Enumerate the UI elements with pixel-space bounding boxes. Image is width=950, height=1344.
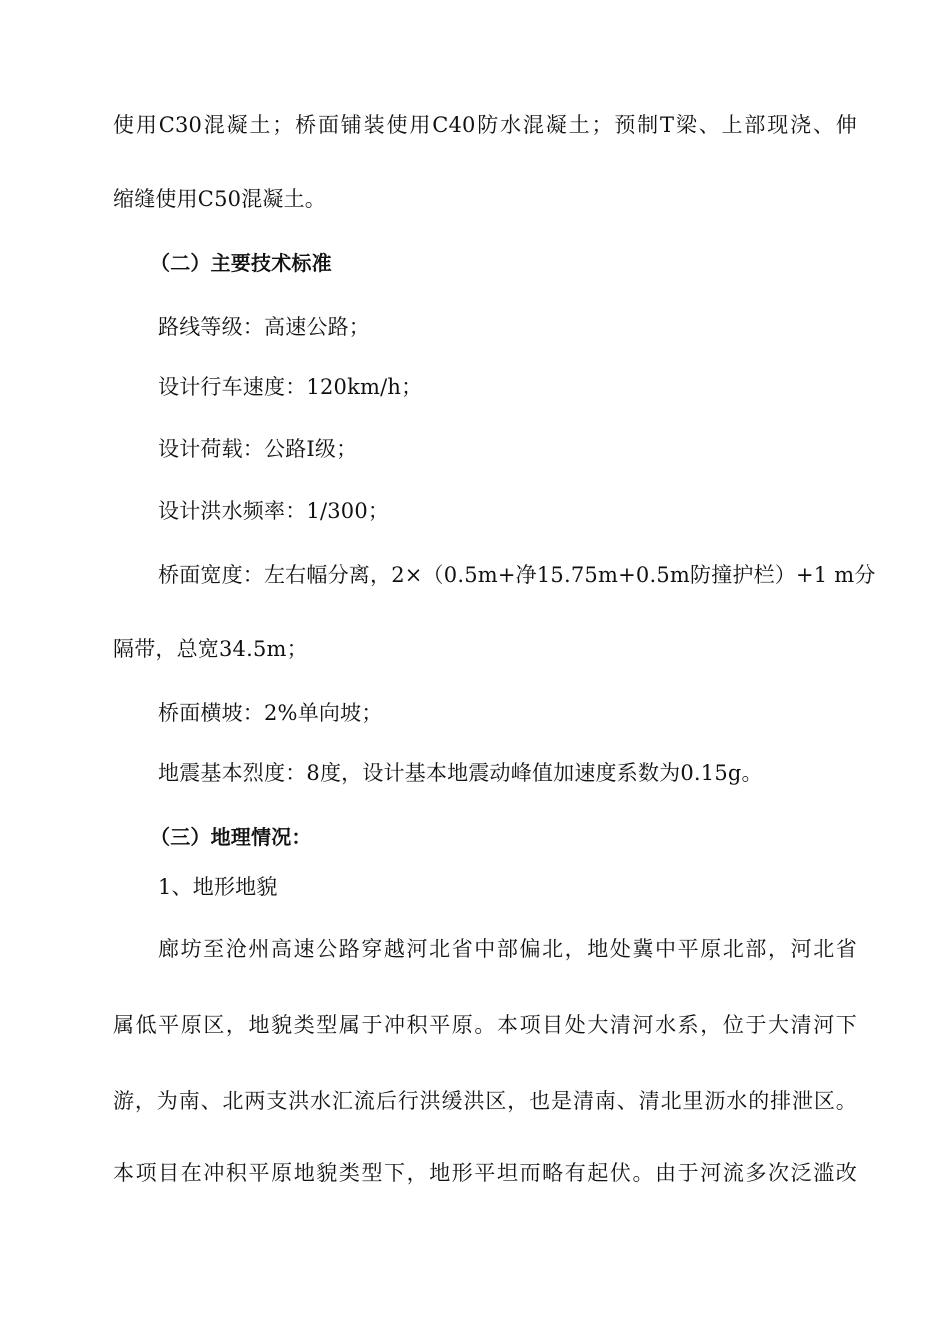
item-route-grade: 路线等级：高速公路； (158, 315, 370, 339)
item-deck-width-line-2: 隔带，总宽34.5m； (113, 637, 308, 661)
section-heading-technical-standards: （二）主要技术标准 (150, 251, 332, 275)
item-seismic: 地震基本烈度：8度，设计基本地震动峰值加速度系数为0.15g。 (158, 761, 763, 785)
paragraph-materials-line-1: 使用C30混凝土；桥面铺装使用C40防水混凝土；预制T梁、上部现浇、伸 (113, 113, 857, 137)
paragraph-geography-line-1: 廊坊至沧州高速公路穿越河北省中部偏北，地处冀中平原北部，河北省 (158, 937, 857, 961)
section-heading-geography: （三）地理情况： (150, 825, 312, 849)
item-design-load: 设计荷载：公路Ⅰ级； (158, 437, 358, 461)
item-deck-width-line-1: 桥面宽度：左右幅分离，2×（0.5m+净15.75m+0.5m防撞护栏）+1 m分 (158, 563, 876, 587)
item-cross-slope: 桥面横坡：2%单向坡； (158, 701, 383, 725)
item-flood-frequency: 设计洪水频率：1/300； (158, 499, 390, 523)
item-design-speed: 设计行车速度：120km/h； (158, 375, 423, 399)
paragraph-geography-line-2: 属低平原区，地貌类型属于冲积平原。本项目处大清河水系，位于大清河下 (113, 1013, 857, 1037)
paragraph-geography-line-3: 游，为南、北两支洪水汇流后行洪缓洪区，也是清南、清北里沥水的排泄区。 (113, 1089, 857, 1113)
paragraph-materials-line-2: 缩缝使用C50混凝土。 (113, 187, 326, 211)
paragraph-geography-line-4: 本项目在冲积平原地貌类型下，地形平坦而略有起伏。由于河流多次泛滥改 (113, 1161, 857, 1185)
subheading-terrain: 1、地形地貌 (158, 875, 278, 899)
